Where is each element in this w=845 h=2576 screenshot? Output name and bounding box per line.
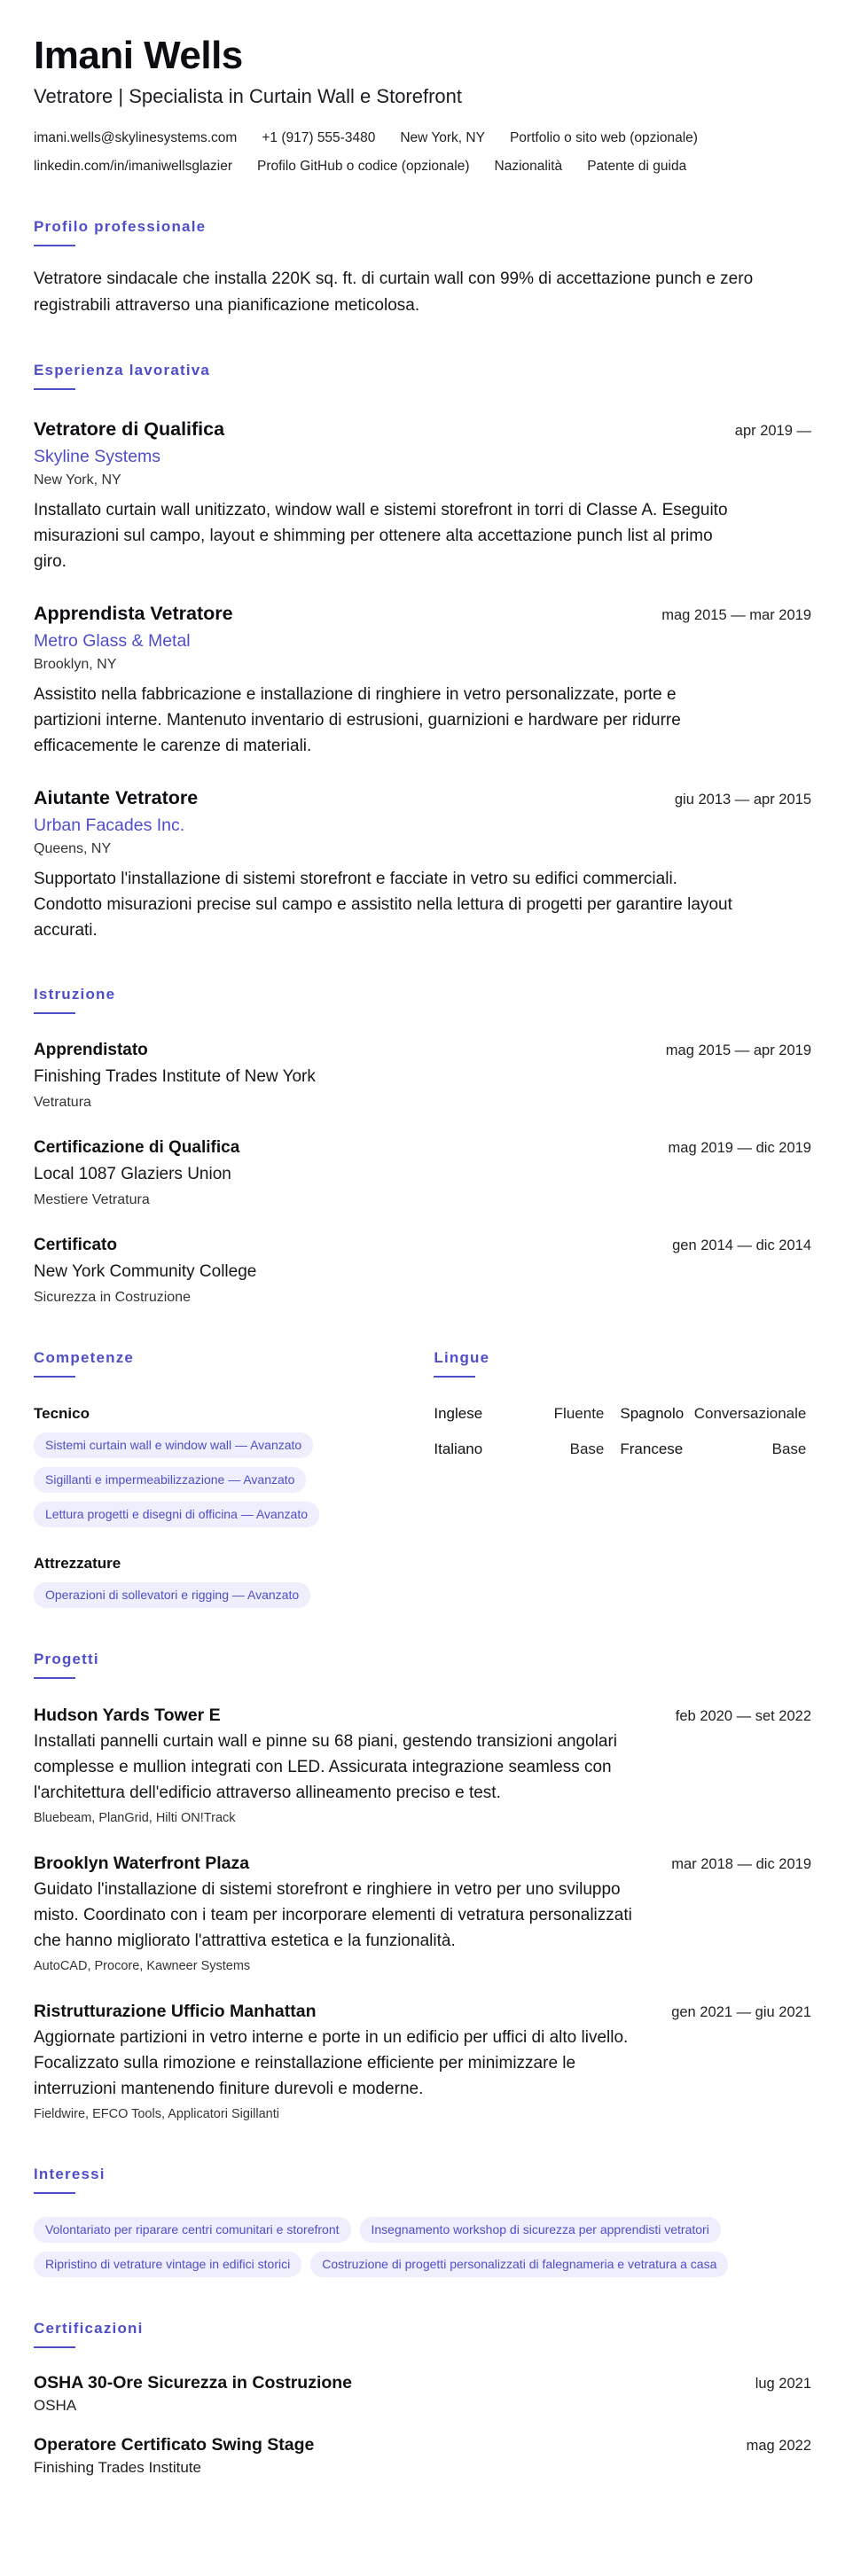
contact-linkedin[interactable]: linkedin.com/in/imaniwellsglazier (34, 159, 232, 174)
section-divider (434, 1376, 475, 1378)
education-degree: Certificazione di Qualifica (34, 1138, 240, 1157)
contact-github[interactable]: Profilo GitHub o codice (opzionale) (256, 159, 470, 174)
skill-list (34, 1582, 434, 1608)
language-list (434, 1404, 811, 1459)
contact-email[interactable]: imani.wells@skylinesystems.com (34, 130, 238, 145)
job-company: Urban Facades Inc. (34, 816, 185, 835)
job-description: Supportato l'installazione di sistemi storefront e facciate in vetro su edifici commerciali. Condotto misurazioni precise sul campo e assistito nella lettura di progetti per garantire layout accurati. (34, 870, 732, 940)
project-name: Ristrutturazione Ufficio Manhattan (34, 2002, 317, 2021)
project-description: Installati pannelli curtain wall e pinne su 68 piani, gestendo transizioni angolari complesse e mullion integrati con LED. Assicurata integrazione seamless con l'architettura dell'edificio attraverso allineamento preciso e test. (34, 1732, 618, 1802)
skill-category: Tecnico (34, 1405, 90, 1422)
job-description: Installato curtain wall unitizzato, window wall e sistemi storefront in torri di Classe A. Eseguito misurazioni sul campo, layout e shimming per ottenere alta accettazione punch list al primo giro. (34, 501, 728, 571)
certification-entry (34, 2433, 811, 2478)
contact-phone[interactable]: +1 (917) 555-3480 (262, 130, 376, 145)
certifications-section (34, 2320, 811, 2478)
education-institution: New York Community College (34, 1262, 257, 1281)
project-tools: Bluebeam, PlanGrid, Hilti ON!Track (34, 1811, 236, 1825)
education-entry (34, 1136, 811, 1209)
project-tools: AutoCAD, Procore, Kawneer Systems (34, 1959, 251, 1973)
skill-category: Attrezzature (34, 1555, 121, 1572)
language-item (434, 1440, 604, 1459)
contact-info-secondary (34, 158, 811, 176)
project-name: Hudson Yards Tower E (34, 1706, 221, 1725)
interest-list (34, 2217, 814, 2277)
contact-nationality: Nazionalità (494, 159, 563, 174)
education-entry (34, 1039, 811, 1112)
section-title: Profilo professionale (34, 218, 207, 235)
certification-name: OSHA 30-Ore Sicurezza in Costruzione (34, 2373, 353, 2393)
education-date: mag 2015 — apr 2019 (665, 1042, 811, 1058)
education-institution: Finishing Trades Institute of New York (34, 1067, 316, 1086)
interest-tag: Volontariato per riparare centri comunitari e storefront (34, 2217, 351, 2243)
language-level: Base (569, 1440, 605, 1457)
language-name: Italiano (434, 1440, 483, 1457)
project-date: mar 2018 — dic 2019 (671, 1856, 811, 1872)
contact-info (34, 129, 811, 147)
interest-tag: Ripristino di vetrature vintage in edifici storici (34, 2252, 301, 2277)
summary-section (34, 218, 811, 319)
skill-tag: Operazioni di sollevatori e rigging — Avanzato (34, 1582, 310, 1608)
language-level: Conversazionale (693, 1405, 807, 1422)
job-location: Queens, NY (34, 841, 112, 856)
project-name: Brooklyn Waterfront Plaza (34, 1854, 250, 1873)
certification-date: mag 2022 (746, 2438, 811, 2454)
language-item (620, 1440, 806, 1459)
job-date: giu 2013 — apr 2015 (674, 792, 811, 808)
section-divider (34, 2346, 75, 2348)
education-field: Vetratura (34, 1095, 91, 1110)
education-field: Sicurezza in Costruzione (34, 1290, 191, 1305)
skill-tag: Sistemi curtain wall e window wall — Avanzato (34, 1432, 313, 1458)
certification-entry (34, 2371, 811, 2416)
education-date: mag 2019 — dic 2019 (668, 1140, 811, 1156)
job-location: New York, NY (34, 472, 121, 488)
section-title: Progetti (34, 1651, 99, 1667)
section-title: Esperienza lavorativa (34, 362, 211, 379)
section-divider (34, 1376, 75, 1378)
project-entry (34, 1704, 811, 1827)
job-entry (34, 417, 811, 574)
experience-section (34, 362, 811, 943)
contact-driving-license: Patente di guida (587, 159, 687, 174)
education-field: Mestiere Vetratura (34, 1192, 150, 1207)
interest-tag: Costruzione di progetti personalizzati di falegnameria e vetratura a casa (310, 2252, 728, 2277)
job-location: Brooklyn, NY (34, 657, 117, 672)
language-item (434, 1404, 604, 1424)
job-title: Aiutante Vetratore (34, 787, 199, 808)
job-entry (34, 785, 811, 943)
languages-section (434, 1349, 811, 1608)
language-name: Spagnolo (620, 1405, 685, 1422)
education-section (34, 986, 811, 1307)
section-title: Lingue (434, 1349, 490, 1366)
job-company: Skyline Systems (34, 447, 161, 466)
language-name: Inglese (434, 1405, 483, 1422)
interests-section (34, 2166, 811, 2277)
job-title: Vetratore di Qualifica (34, 418, 225, 440)
certification-name: Operatore Certificato Swing Stage (34, 2435, 315, 2455)
education-institution: Local 1087 Glaziers Union (34, 1165, 231, 1183)
language-level: Base (771, 1440, 807, 1457)
certification-issuer: Finishing Trades Institute (34, 2459, 201, 2476)
language-item (620, 1404, 806, 1424)
interest-tag: Insegnamento workshop di sicurezza per apprendisti vetratori (360, 2217, 721, 2243)
skills-section (34, 1349, 434, 1608)
job-title: Apprendista Vetratore (34, 603, 233, 624)
project-entry (34, 2000, 811, 2123)
section-divider (34, 245, 75, 246)
job-date: apr 2019 — (734, 423, 811, 439)
skill-list (34, 1432, 434, 1527)
project-date: feb 2020 — set 2022 (675, 1708, 811, 1724)
education-degree: Certificato (34, 1236, 117, 1254)
section-divider (34, 1012, 75, 1014)
summary-text: Vetratore sindacale che installa 220K sq. ft. di curtain wall con 99% di accettazione punch e zero registrabili attraverso una pianificazione meticolosa. (34, 269, 754, 315)
candidate-headline: Vetratore | Specialista in Curtain Wall e Storefront (34, 85, 463, 107)
education-degree: Apprendistato (34, 1041, 148, 1059)
project-entry (34, 1852, 811, 1975)
section-divider (34, 388, 75, 390)
projects-section (34, 1651, 811, 2123)
job-entry (34, 601, 811, 759)
skill-tag: Sigillanti e impermeabilizzazione — Avanzato (34, 1467, 306, 1493)
project-description: Aggiornate partizioni in vetro interne e porte in un edificio per uffici di alto livello. Focalizzato sulla rimozione e reinstallazione efficiente per minimizzare le interruzioni mantenendo finiture durevoli e moderne. (34, 2028, 629, 2098)
project-tools: Fieldwire, EFCO Tools, Applicatori Sigillanti (34, 2107, 279, 2121)
skills-languages-row (34, 1349, 811, 1608)
job-company: Metro Glass & Metal (34, 631, 191, 651)
section-title: Istruzione (34, 986, 116, 1003)
education-date: gen 2014 — dic 2014 (672, 1237, 811, 1253)
section-title: Interessi (34, 2166, 106, 2182)
certification-issuer: OSHA (34, 2397, 77, 2414)
section-divider (34, 1677, 75, 1679)
education-entry (34, 1234, 811, 1307)
project-date: gen 2021 — giu 2021 (671, 2004, 811, 2020)
section-title: Competenze (34, 1349, 135, 1366)
skill-tag: Lettura progetti e disegni di officina — Avanzato (34, 1502, 319, 1527)
section-divider (34, 2192, 75, 2194)
resume-header (34, 34, 811, 176)
section-title: Certificazioni (34, 2320, 144, 2337)
job-description: Assistito nella fabbricazione e installazione di ringhiere in vetro personalizzate, porte e partizioni interne. Mantenuto inventario di estrusioni, guarnizioni e hardware per ridurre efficacemente le carenze di materiali. (34, 685, 681, 755)
contact-location: New York, NY (400, 130, 485, 145)
language-level: Fluente (553, 1405, 605, 1422)
contact-portfolio[interactable]: Portfolio o sito web (opzionale) (509, 130, 698, 145)
project-description: Guidato l'installazione di sistemi storefront e ringhiere in vetro per uno sviluppo misto. Coordinato con i team per incorporare elementi di vetratura personalizzati che hanno migliorato l'attrattiva estetica e la funzionalità. (34, 1880, 632, 1950)
certification-date: lug 2021 (755, 2376, 811, 2392)
language-name: Francese (620, 1440, 684, 1457)
candidate-name: Imani Wells (34, 34, 243, 77)
job-date: mag 2015 — mar 2019 (661, 607, 811, 623)
